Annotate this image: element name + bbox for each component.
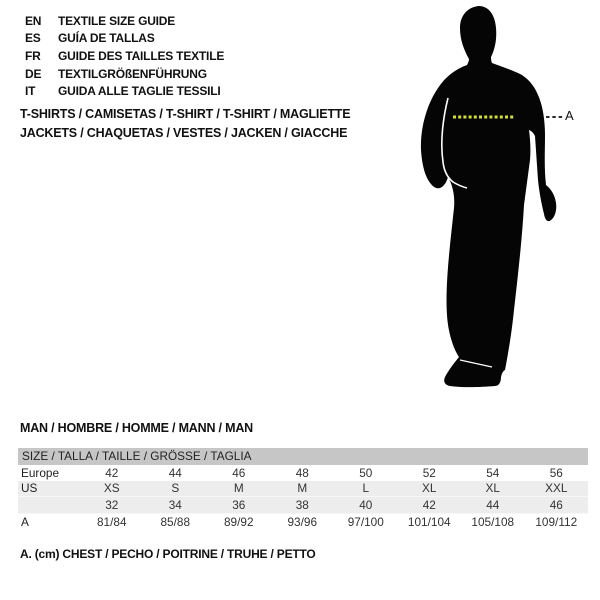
- size-cell: M: [271, 481, 335, 497]
- size-table-wrap: [18, 448, 588, 529]
- size-cell: 40: [334, 497, 398, 514]
- size-table: [18, 448, 588, 529]
- footnote-chest: A. (cm) CHEST / PECHO / POITRINE / TRUHE / PETTO: [20, 547, 316, 561]
- row-label: US: [18, 481, 80, 497]
- size-cell: 81/84: [96, 514, 127, 529]
- language-row: [25, 30, 224, 48]
- size-cell: 54: [486, 465, 500, 480]
- language-code: ES: [25, 31, 41, 46]
- category-line-tshirts: T-SHIRTS / CAMISETAS / T-SHIRT / T-SHIRT / MAGLIETTE: [20, 107, 351, 121]
- size-cell: 85/88: [160, 514, 191, 529]
- silhouette-body: [421, 6, 556, 387]
- size-cell: 50: [359, 465, 373, 480]
- size-cell: 48: [295, 465, 309, 480]
- language-row: [25, 47, 224, 65]
- size-table-header-row: [18, 448, 588, 465]
- section-title-man: MAN / HOMBRE / HOMME / MANN / MAN: [20, 421, 253, 435]
- size-cell: 36: [207, 497, 271, 514]
- language-title: GUIDE DES TAILLES TEXTILE: [58, 48, 225, 63]
- language-code: IT: [25, 84, 36, 99]
- language-row: [25, 65, 224, 83]
- size-cell: 56: [549, 465, 563, 480]
- row-label: Europe: [21, 465, 60, 480]
- size-cell: 46: [232, 465, 246, 480]
- language-list: [25, 12, 224, 100]
- row-label: A: [21, 514, 29, 529]
- size-cell: XXL: [525, 481, 589, 497]
- size-cell: 93/96: [287, 514, 318, 529]
- measurement-label-a: A: [565, 108, 574, 123]
- category-line-jackets: JACKETS / CHAQUETAS / VESTES / JACKEN / GIACCHE: [20, 126, 348, 140]
- size-cell: 52: [422, 465, 436, 480]
- language-title: TEXTILGRÖßENFÜHRUNG: [58, 66, 207, 81]
- size-cell: 101/104: [407, 514, 451, 529]
- size-cell: 44: [168, 465, 182, 480]
- size-cell: 97/100: [347, 514, 384, 529]
- size-cell: S: [144, 481, 208, 497]
- size-cell: 34: [144, 497, 208, 514]
- size-cell: 89/92: [223, 514, 254, 529]
- size-cell: M: [207, 481, 271, 497]
- language-row: [25, 12, 224, 30]
- size-cell: XL: [398, 481, 462, 497]
- size-cell: 44: [461, 497, 525, 514]
- man-figure: [408, 0, 588, 400]
- size-cell: 105/108: [471, 514, 515, 529]
- language-row: [25, 82, 224, 100]
- language-code: DE: [25, 66, 42, 81]
- category-list: [20, 105, 350, 143]
- language-code: EN: [25, 13, 42, 28]
- size-cell: XS: [80, 481, 144, 497]
- table-row-alt-sizes: [18, 497, 588, 514]
- size-cell: 32: [80, 497, 144, 514]
- size-table-header: SIZE / TALLA / TAILLE / GRÖSSE / TAGLIA: [18, 448, 588, 465]
- size-cell: 42: [398, 497, 462, 514]
- man-silhouette: [408, 0, 588, 400]
- size-cell: L: [334, 481, 398, 497]
- table-row-us: [18, 481, 588, 497]
- size-cell: 42: [105, 465, 119, 480]
- language-code: FR: [25, 48, 41, 63]
- table-row-a-chest: [18, 513, 588, 529]
- row-label: [18, 497, 80, 514]
- language-title: GUÍA DE TALLAS: [58, 31, 155, 46]
- size-cell: 46: [525, 497, 589, 514]
- size-cell: 38: [271, 497, 335, 514]
- language-title: GUIDA ALLE TAGLIE TESSILI: [58, 84, 221, 99]
- size-cell: XL: [461, 481, 525, 497]
- table-row-europe: [18, 465, 588, 481]
- size-cell: 109/112: [535, 514, 578, 529]
- language-title: TEXTILE SIZE GUIDE: [58, 13, 176, 28]
